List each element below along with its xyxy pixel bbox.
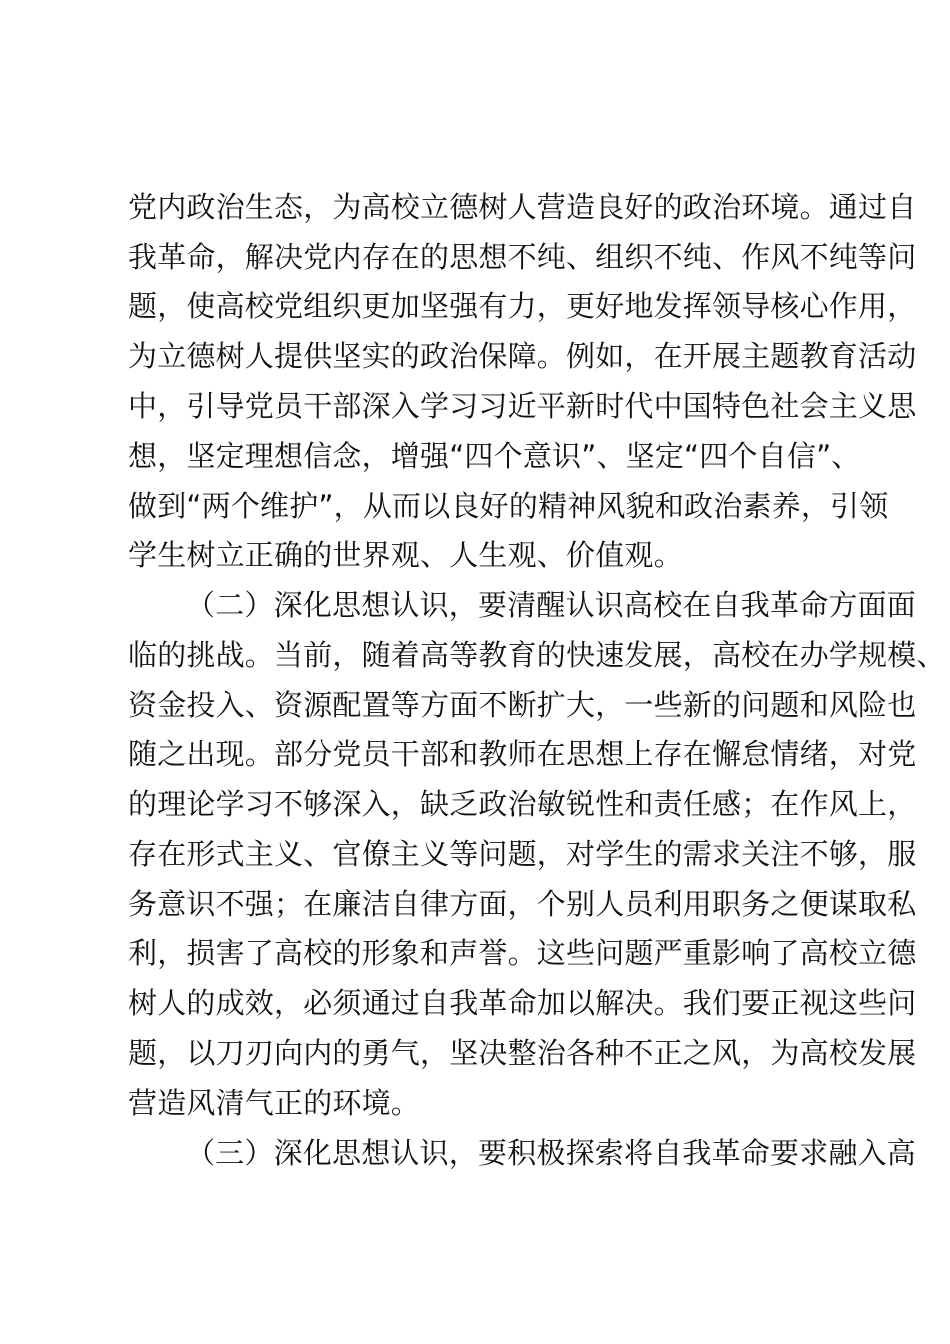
text-line: 务意识不强；在廉洁自律方面，个别人员利用职务之便谋取私 [128, 887, 917, 921]
text-line: 题，使高校党组织更加坚强有力，更好地发挥领导核心作用， [128, 289, 917, 323]
text-line: 党内政治生态，为高校立德树人营造良好的政治环境。通过自 [128, 190, 917, 224]
text-line: 资金投入、资源配置等方面不断扩大，一些新的问题和风险也 [128, 688, 917, 722]
text-line: 做到“两个维护”，从而以良好的精神风貌和政治素养，引领 [128, 489, 889, 523]
text-line: 临的挑战。当前，随着高等教育的快速发展，高校在办学规模、 [128, 638, 946, 672]
text-line: 想，坚定理想信念，增强“四个意识”、坚定“四个自信”、 [128, 439, 861, 473]
paragraph-first-line: （二）深化思想认识，要清醒认识高校在自我革命方面面 [186, 588, 917, 622]
text-line: 存在形式主义、官僚主义等问题，对学生的需求关注不够，服 [128, 837, 917, 871]
text-line: 利，损害了高校的形象和声誉。这些问题严重影响了高校立德 [128, 936, 917, 970]
text-line: 中，引导党员干部深入学习习近平新时代中国特色社会主义思 [128, 389, 917, 423]
text-line: 题，以刀刃向内的勇气，坚决整治各种不正之风，为高校发展 [128, 1036, 917, 1070]
paragraph-first-line: （三）深化思想认识，要积极探索将自我革命要求融入高 [186, 1136, 917, 1170]
text-line: 营造风清气正的环境。 [128, 1086, 421, 1120]
text-line: 学生树立正确的世界观、人生观、价值观。 [128, 538, 683, 572]
text-line: 树人的成效，必须通过自我革命加以解决。我们要正视这些问 [128, 986, 917, 1020]
text-line: 为立德树人提供坚实的政治保障。例如，在开展主题教育活动 [128, 339, 917, 373]
text-line: 的理论学习不够深入，缺乏政治敏锐性和责任感；在作风上， [128, 787, 917, 821]
text-line: 随之出现。部分党员干部和教师在思想上存在懈怠情绪，对党 [128, 737, 917, 771]
text-line: 我革命，解决党内存在的思想不纯、组织不纯、作风不纯等问 [128, 240, 917, 274]
